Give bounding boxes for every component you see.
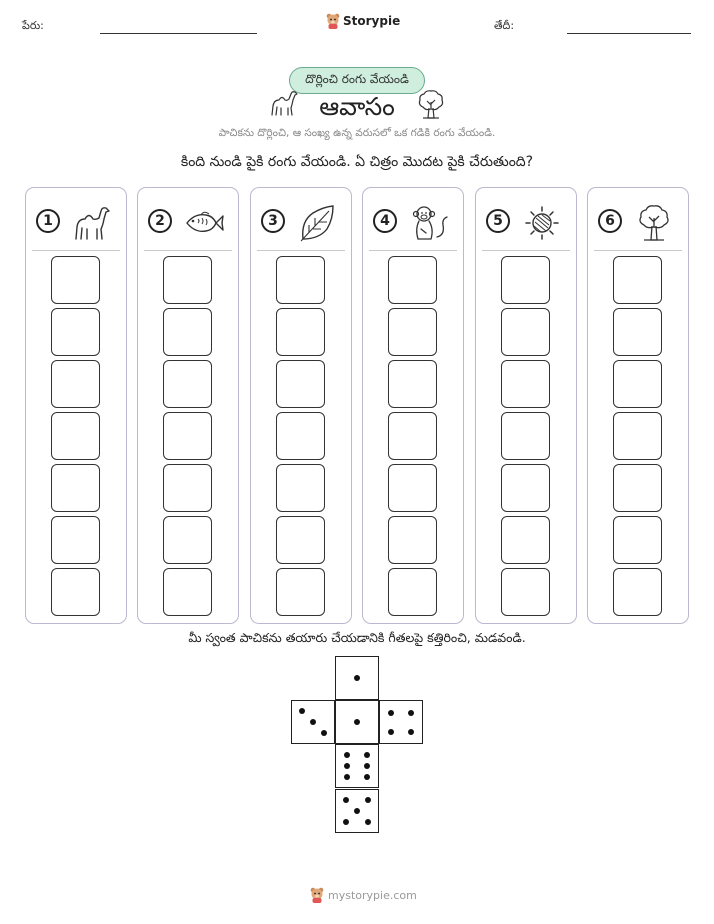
- color-square[interactable]: [501, 568, 550, 616]
- dice-face: [335, 789, 379, 833]
- dice-face: [291, 700, 335, 744]
- column-number: 2: [148, 209, 172, 233]
- color-square[interactable]: [388, 256, 437, 304]
- color-square[interactable]: [276, 516, 325, 564]
- color-square[interactable]: [501, 464, 550, 512]
- dice-pip: [408, 729, 414, 735]
- color-square[interactable]: [163, 256, 212, 304]
- name-label: పేరు:: [22, 19, 44, 32]
- color-square[interactable]: [163, 464, 212, 512]
- column-divider: [257, 250, 345, 251]
- column-number: 1: [36, 209, 60, 233]
- column-header: [36, 203, 116, 243]
- color-square[interactable]: [276, 568, 325, 616]
- dice-pip: [344, 763, 350, 769]
- column-2: [137, 187, 239, 624]
- dice-face: [379, 700, 423, 744]
- color-square[interactable]: [388, 412, 437, 460]
- column-divider: [482, 250, 570, 251]
- leaf-icon: [295, 203, 339, 243]
- column-6: [587, 187, 689, 624]
- color-square[interactable]: [51, 464, 100, 512]
- color-square[interactable]: [613, 308, 662, 356]
- column-divider: [369, 250, 457, 251]
- color-square[interactable]: [613, 412, 662, 460]
- column-divider: [594, 250, 682, 251]
- dice-pip: [354, 808, 360, 814]
- dice-face: [335, 700, 379, 744]
- column-number: 6: [598, 209, 622, 233]
- color-square[interactable]: [388, 464, 437, 512]
- color-square[interactable]: [501, 308, 550, 356]
- color-square[interactable]: [501, 516, 550, 564]
- dice-pip: [365, 819, 371, 825]
- dice-pip: [388, 710, 394, 716]
- dice-pip: [388, 729, 394, 735]
- dice-pip: [343, 819, 349, 825]
- color-square[interactable]: [613, 256, 662, 304]
- column-number: 3: [261, 209, 285, 233]
- color-square[interactable]: [388, 568, 437, 616]
- color-square[interactable]: [388, 516, 437, 564]
- color-square[interactable]: [51, 516, 100, 564]
- cut-instruction: మీ స్వంత పాచికను తయారు చేయడానికి గీతలపై కత్తిరించి, మడవండి.: [188, 630, 526, 645]
- color-square[interactable]: [276, 464, 325, 512]
- color-square[interactable]: [613, 568, 662, 616]
- column-header: [148, 203, 228, 243]
- dice-pip: [364, 763, 370, 769]
- footer-url: mystorypie.com: [328, 888, 417, 902]
- activity-badge: దొర్లించి రంగు వేయండి: [289, 67, 425, 94]
- column-header: [261, 203, 341, 243]
- color-square[interactable]: [276, 412, 325, 460]
- date-label: తేదీ:: [494, 19, 515, 32]
- brand-logo: [326, 13, 400, 29]
- name-field-line[interactable]: [100, 33, 257, 34]
- dice-face: [335, 744, 379, 788]
- monkey-icon: [407, 203, 451, 243]
- tree-icon: [417, 88, 445, 120]
- dice-pip: [299, 708, 305, 714]
- column-number: 5: [486, 209, 510, 233]
- subtitle: పాచికను దొర్లించి, ఆ సంఖ్య ఉన్న వరుసలో ఒక గడికి రంగు వేయండి.: [218, 127, 496, 139]
- dice-pip: [364, 752, 370, 758]
- color-square[interactable]: [388, 360, 437, 408]
- color-square[interactable]: [163, 360, 212, 408]
- date-field-line[interactable]: [567, 33, 691, 34]
- column-header: [373, 203, 453, 243]
- column-divider: [32, 250, 120, 251]
- dice-pip: [408, 710, 414, 716]
- column-number: 4: [373, 209, 397, 233]
- color-square[interactable]: [51, 412, 100, 460]
- page-title: ఆవాసం: [319, 92, 395, 121]
- dice-pip: [365, 797, 371, 803]
- footer: [310, 887, 417, 903]
- dice-pip: [343, 797, 349, 803]
- color-square[interactable]: [276, 360, 325, 408]
- color-square[interactable]: [501, 360, 550, 408]
- bear-logo-icon: [326, 13, 340, 29]
- color-square[interactable]: [501, 256, 550, 304]
- color-square[interactable]: [276, 308, 325, 356]
- dice-pip: [321, 730, 327, 736]
- column-5: [475, 187, 577, 624]
- color-square[interactable]: [163, 516, 212, 564]
- color-square[interactable]: [613, 464, 662, 512]
- color-square[interactable]: [501, 412, 550, 460]
- dice-pip: [344, 774, 350, 780]
- column-3: [250, 187, 352, 624]
- dice-pip: [364, 774, 370, 780]
- color-square[interactable]: [388, 308, 437, 356]
- column-header: [598, 203, 678, 243]
- color-square[interactable]: [163, 412, 212, 460]
- color-square[interactable]: [276, 256, 325, 304]
- color-square[interactable]: [51, 360, 100, 408]
- color-square[interactable]: [51, 568, 100, 616]
- color-square[interactable]: [613, 360, 662, 408]
- color-square[interactable]: [613, 516, 662, 564]
- column-divider: [144, 250, 232, 251]
- color-square[interactable]: [163, 308, 212, 356]
- column-header: [486, 203, 566, 243]
- column-1: [25, 187, 127, 624]
- color-square[interactable]: [51, 256, 100, 304]
- dice-pip: [354, 675, 360, 681]
- sun-icon: [520, 203, 564, 243]
- camel-icon: [70, 203, 114, 243]
- brand-name: Storypie: [343, 14, 401, 28]
- fish-icon: [182, 203, 226, 243]
- instruction: కింది నుండి పైకి రంగు వేయండి. ఏ చిత్రం మొదట పైకి చేరుతుంది?: [180, 154, 534, 170]
- bear-logo-icon: [310, 887, 324, 903]
- dice-pip: [354, 719, 360, 725]
- color-square[interactable]: [51, 308, 100, 356]
- color-square[interactable]: [163, 568, 212, 616]
- dice-pip: [344, 752, 350, 758]
- dice-pip: [310, 719, 316, 725]
- tree-icon: [632, 203, 676, 243]
- column-4: [362, 187, 464, 624]
- dice-face: [335, 656, 379, 700]
